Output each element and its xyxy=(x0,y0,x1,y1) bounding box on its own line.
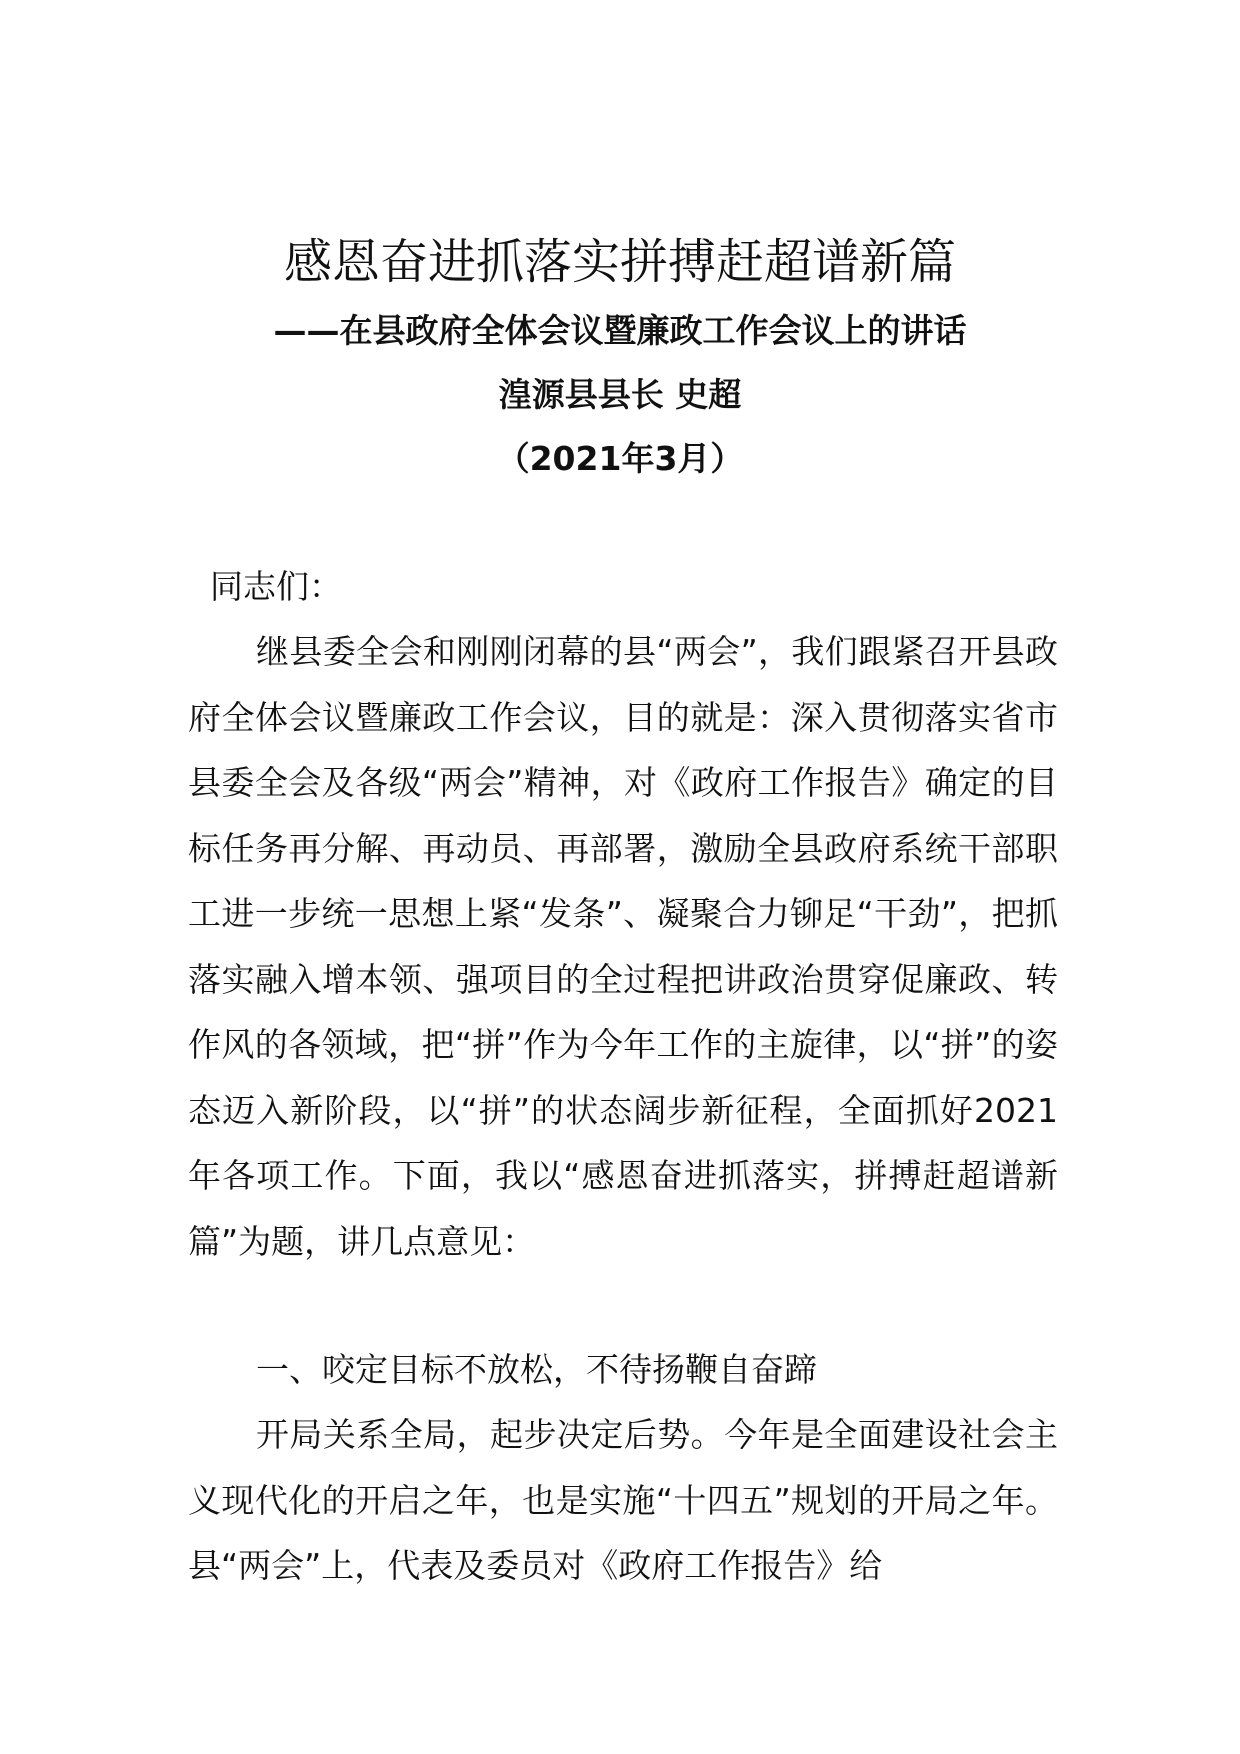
section-heading-1: 一、咬定目标不放松，不待扬鞭自奋蹄 xyxy=(256,1350,817,1389)
document-author: 湟源县县长 史超 xyxy=(498,375,742,414)
paragraph-1: 继县委全会和刚刚闭幕的县“两会”，我们跟紧召开县政府全体会议暨廉政工作会议，目的就是：深入贯彻落实省市县委全会及各级“两会”精神，对《政府工作报告》确定的目标任务再分解、再动员、再部署，激励全县政府系统干部职工进一步统一思想上紧“发条”、凝聚合力铆足“干劲”，把抓落实融入增本领、强项目的全过程把讲政治贯穿促廉政、转作风的各领域，把“拼”作为今年工作的主旋律，以“拼”的姿态迈入新阶段，以“拼”的状态阔步新征程，全面抓好2021年各项工作。下面，我以“感恩奋进抓落实，拼搏赶超谱新篇”为题，讲几点意见： xyxy=(188,632,1058,1261)
paragraph-2: 开局关系全局，起步决定后势。今年是全面建设社会主义现代化的开启之年，也是实施“十四五”规划的开局之年。县“两会”上，代表及委员对《政府工作报告》给 xyxy=(188,1415,1058,1585)
document-date: （2021年3月） xyxy=(496,439,744,478)
salutation: 同志们： xyxy=(210,567,342,606)
document-subtitle: ——在县政府全体会议暨廉政工作会议上的讲话 xyxy=(273,311,967,350)
document-title: 感恩奋进抓落实拼搏赶超谱新篇 xyxy=(283,234,956,290)
